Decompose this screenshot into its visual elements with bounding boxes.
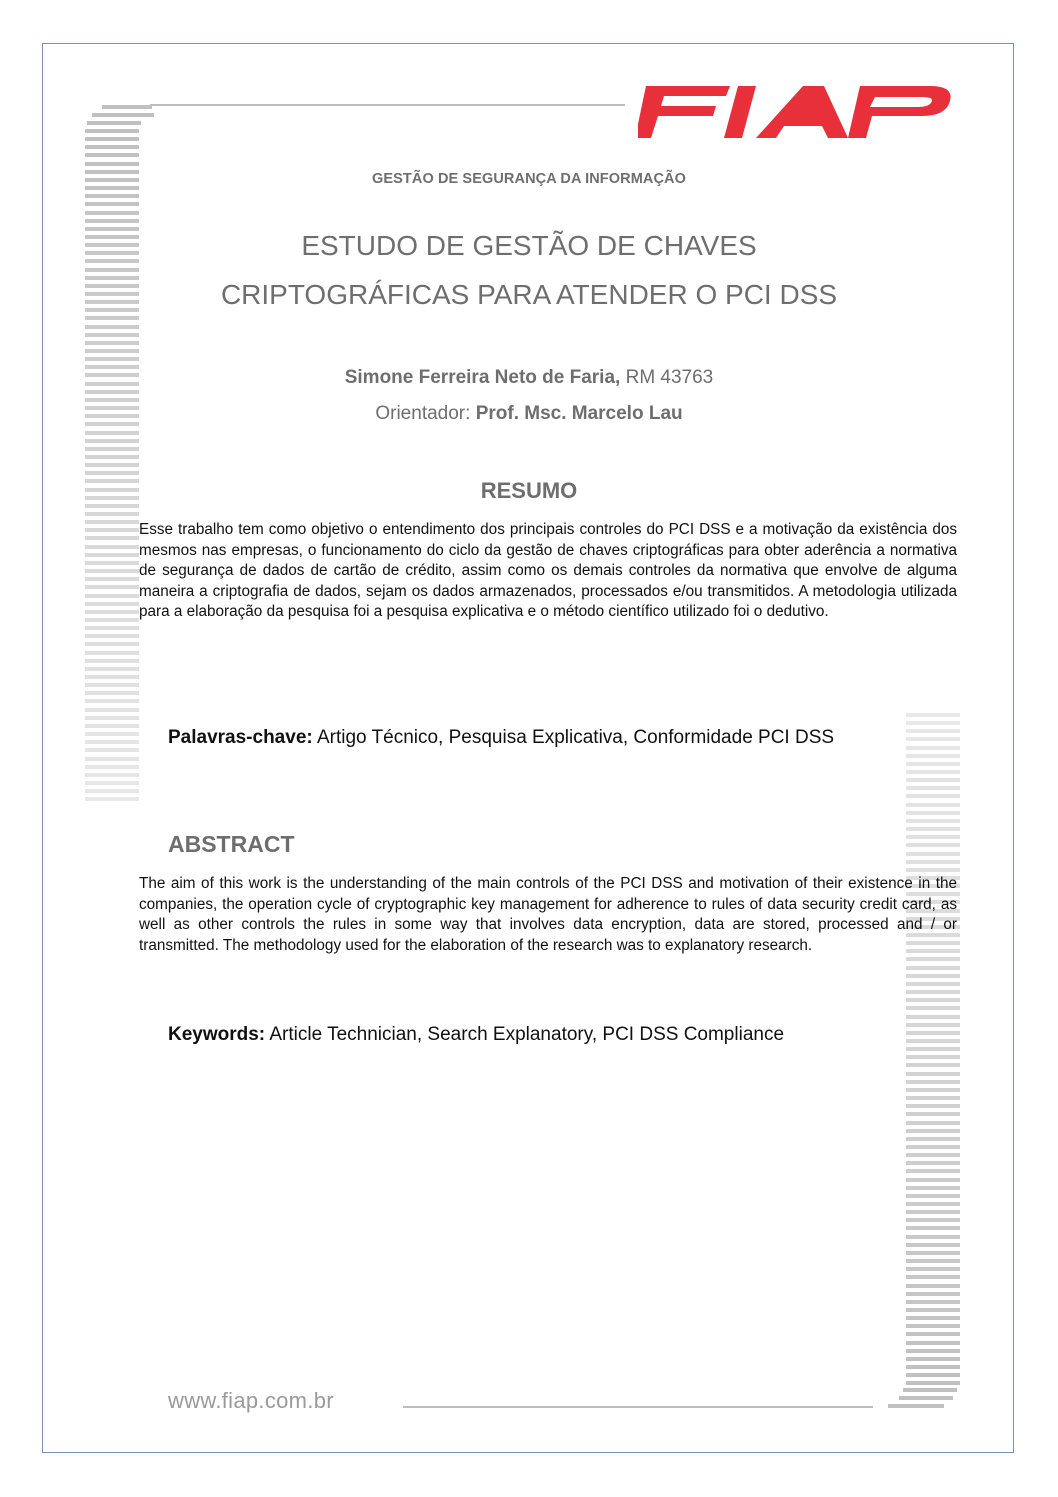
stripe-line — [906, 1153, 960, 1157]
stripe-line — [85, 781, 139, 785]
stripe-line — [85, 463, 139, 467]
stripe-line — [906, 1112, 960, 1116]
stripe-line — [85, 691, 139, 695]
stripe-line — [906, 966, 960, 970]
document-title-line-2: CRIPTOGRÁFICAS PARA ATENDER O PCI DSS — [220, 279, 838, 310]
stripe-line — [85, 724, 139, 728]
stripe-line — [85, 536, 139, 540]
stripe-line — [906, 1226, 960, 1230]
stripe-line — [906, 1072, 960, 1076]
stripe-line — [906, 860, 960, 864]
author-line — [0, 367, 1058, 389]
stripe-line — [85, 398, 139, 402]
stripe-line — [906, 713, 960, 717]
stripe-line — [85, 577, 139, 581]
stripe-line — [85, 194, 139, 198]
stripe-line — [85, 439, 139, 443]
stripe-line — [906, 778, 960, 782]
stripe-line — [85, 765, 139, 769]
stripe-line — [85, 333, 139, 337]
stripe-line — [85, 651, 139, 655]
stripe-line — [906, 786, 960, 790]
stripe-line — [85, 585, 139, 589]
stripe-line — [85, 675, 139, 679]
stripe-line — [85, 740, 139, 744]
stripe-line — [906, 721, 960, 725]
stripe-line — [85, 618, 139, 622]
stripe-line — [85, 268, 139, 272]
stripe-line — [85, 561, 139, 565]
stripe-line — [85, 528, 139, 532]
stripe-line — [906, 1063, 960, 1067]
author-name: Simone Ferreira Neto de Faria, — [344, 367, 621, 388]
stripe-line — [85, 699, 139, 703]
stripe-line — [906, 1324, 960, 1328]
keywords — [168, 1024, 784, 1046]
stripe-line — [85, 145, 139, 149]
stripe-line — [906, 1080, 960, 1084]
stripe-line — [85, 447, 139, 451]
fiap-logo — [638, 86, 952, 138]
stripe-line — [906, 1349, 960, 1353]
stripe-line — [85, 325, 139, 329]
header-rule — [150, 104, 625, 106]
stripe-line — [906, 1267, 960, 1271]
stripe-line — [906, 974, 960, 978]
palavras-chave-values: Artigo Técnico, Pesquisa Explicativa, Conformidade PCI DSS — [312, 727, 835, 748]
stripe-line — [85, 431, 139, 435]
stripe-line — [906, 1357, 960, 1361]
resumo-body: Esse trabalho tem como objetivo o entendimento dos principais controles do PCI DSS e a motivação da existência dos mesmos nas empresas, o funcionamento do ciclo da gestão de chaves criptográficas para obter aderência a normativa de segurança de dados de cartão de crédito, assim como os demais controles da normativa que envolve de alguma maneira a criptografia de dados, sejam os dados armazenados, processados e/ou transmitidos. A metodologia utilizada para a elaboração da pesquisa foi a pesquisa explicativa e o método científico utilizado foi o dedutivo. — [139, 521, 957, 620]
stripe-line — [85, 594, 139, 598]
website-url: www.fiap.com.br — [168, 1388, 334, 1413]
stripe-line — [906, 1292, 960, 1296]
stripe-line — [906, 729, 960, 733]
palavras-chave-label: Palavras-chave: — [168, 727, 313, 748]
stripe-line — [85, 683, 139, 687]
stripe-line — [85, 504, 139, 508]
stripe-line — [906, 1365, 960, 1369]
stripe-line — [906, 1104, 960, 1108]
stripe-line — [906, 762, 960, 766]
stripe-line — [85, 349, 139, 353]
stripe-line — [85, 357, 139, 361]
stripe-line — [85, 471, 139, 475]
author-rm: RM 43763 — [620, 367, 714, 388]
stripe-line — [899, 1396, 953, 1400]
stripe-line — [85, 659, 139, 663]
stripe-line — [906, 1047, 960, 1051]
stripe-line — [85, 219, 139, 223]
stripe-line — [906, 1308, 960, 1312]
stripe-line — [85, 316, 139, 320]
stripe-line — [906, 1194, 960, 1198]
stripe-line — [906, 1251, 960, 1255]
stripe-line — [906, 852, 960, 856]
stripe-line — [906, 1218, 960, 1222]
resumo-heading: RESUMO — [480, 478, 578, 503]
stripe-line — [85, 129, 139, 133]
stripe-line — [85, 602, 139, 606]
stripe-line — [85, 773, 139, 777]
stripe-line — [906, 998, 960, 1002]
stripe-line — [85, 789, 139, 793]
stripe-line — [906, 1023, 960, 1027]
stripe-line — [906, 1055, 960, 1059]
stripe-line — [906, 1145, 960, 1149]
stripe-line — [102, 105, 152, 109]
stripe-line — [85, 748, 139, 752]
stripe-line — [906, 1284, 960, 1288]
stripe-line — [85, 341, 139, 345]
keywords-label: Keywords: — [168, 1024, 266, 1045]
stripe-line — [92, 113, 154, 117]
stripe-line — [906, 868, 960, 872]
stripe-line — [906, 835, 960, 839]
stripe-line — [906, 1235, 960, 1239]
stripe-line — [906, 1129, 960, 1133]
stripe-line — [85, 797, 139, 801]
stripe-line — [906, 957, 960, 961]
stripe-line — [85, 757, 139, 761]
stripe-line — [906, 1316, 960, 1320]
palavras-chave — [168, 720, 892, 756]
document-title-line-1: ESTUDO DE GESTÃO DE CHAVES — [301, 230, 757, 261]
stripe-line — [906, 1137, 960, 1141]
stripe-line — [85, 553, 139, 557]
stripe-line — [85, 455, 139, 459]
stripe-line — [85, 610, 139, 614]
advisor-label: Orientador: — [375, 403, 476, 424]
stripe-line — [85, 634, 139, 638]
stripe-line — [906, 794, 960, 798]
stripe-line — [906, 754, 960, 758]
stripe-line — [906, 843, 960, 847]
footer-rule — [403, 1406, 873, 1408]
stripe-line — [906, 1015, 960, 1019]
stripe-line — [906, 1210, 960, 1214]
stripe-line — [906, 803, 960, 807]
stripe-line — [903, 1388, 957, 1392]
stripe-line — [85, 162, 139, 166]
stripe-line — [85, 211, 139, 215]
stripe-line — [906, 1169, 960, 1173]
stripe-line — [87, 121, 141, 125]
stripe-line — [906, 1275, 960, 1279]
stripe-line — [85, 545, 139, 549]
stripe-line — [906, 1341, 960, 1345]
course-name: GESTÃO DE SEGURANÇA DA INFORMAÇÃO — [372, 171, 686, 187]
stripe-line — [906, 827, 960, 831]
stripe-line — [85, 716, 139, 720]
stripe-line — [85, 153, 139, 157]
stripe-line — [906, 1259, 960, 1263]
stripe-line — [906, 1121, 960, 1125]
stripe-line — [906, 1096, 960, 1100]
stripe-line — [906, 1178, 960, 1182]
stripe-line — [906, 1186, 960, 1190]
stripe-line — [85, 202, 139, 206]
stripe-line — [906, 990, 960, 994]
stripe-line — [85, 569, 139, 573]
stripe-line — [906, 811, 960, 815]
stripe-line — [906, 1300, 960, 1304]
stripe-line — [85, 732, 139, 736]
abstract-heading: ABSTRACT — [168, 831, 295, 857]
stripe-line — [906, 1039, 960, 1043]
stripe-line — [906, 770, 960, 774]
stripe-line — [906, 1161, 960, 1165]
stripe-line — [85, 626, 139, 630]
stripe-line — [85, 137, 139, 141]
stripe-line — [85, 642, 139, 646]
stripe-line — [906, 1381, 960, 1385]
keywords-values: Article Technician, Search Explanatory, PCI DSS Compliance — [265, 1024, 785, 1045]
abstract-body: The aim of this work is the understanding of the main controls of the PCI DSS and motivation of their existence in the companies, the operation cycle of cryptographic key management for adherence to rules of data security credit card, as well as other controls the rules in some way that involves data encryption, data are stored, processed and / or transmitted. The methodology used for the elaboration of the research was to explanatory research. — [139, 875, 957, 954]
stripe-line — [906, 1373, 960, 1377]
stripe-line — [906, 819, 960, 823]
stripe-line — [85, 520, 139, 524]
stripe-line — [888, 1404, 944, 1408]
stripe-line — [85, 667, 139, 671]
advisor-name: Prof. Msc. Marcelo Lau — [475, 403, 683, 424]
stripe-line — [85, 390, 139, 394]
stripe-line — [906, 1202, 960, 1206]
stripe-line — [85, 708, 139, 712]
stripe-line — [85, 512, 139, 516]
stripe-line — [906, 1088, 960, 1092]
advisor-line — [0, 403, 1058, 425]
stripe-line — [906, 1006, 960, 1010]
stripe-line — [906, 746, 960, 750]
stripe-line — [906, 1243, 960, 1247]
stripe-line — [906, 1332, 960, 1336]
stripe-line — [906, 1031, 960, 1035]
stripe-line — [906, 737, 960, 741]
stripe-line — [906, 982, 960, 986]
